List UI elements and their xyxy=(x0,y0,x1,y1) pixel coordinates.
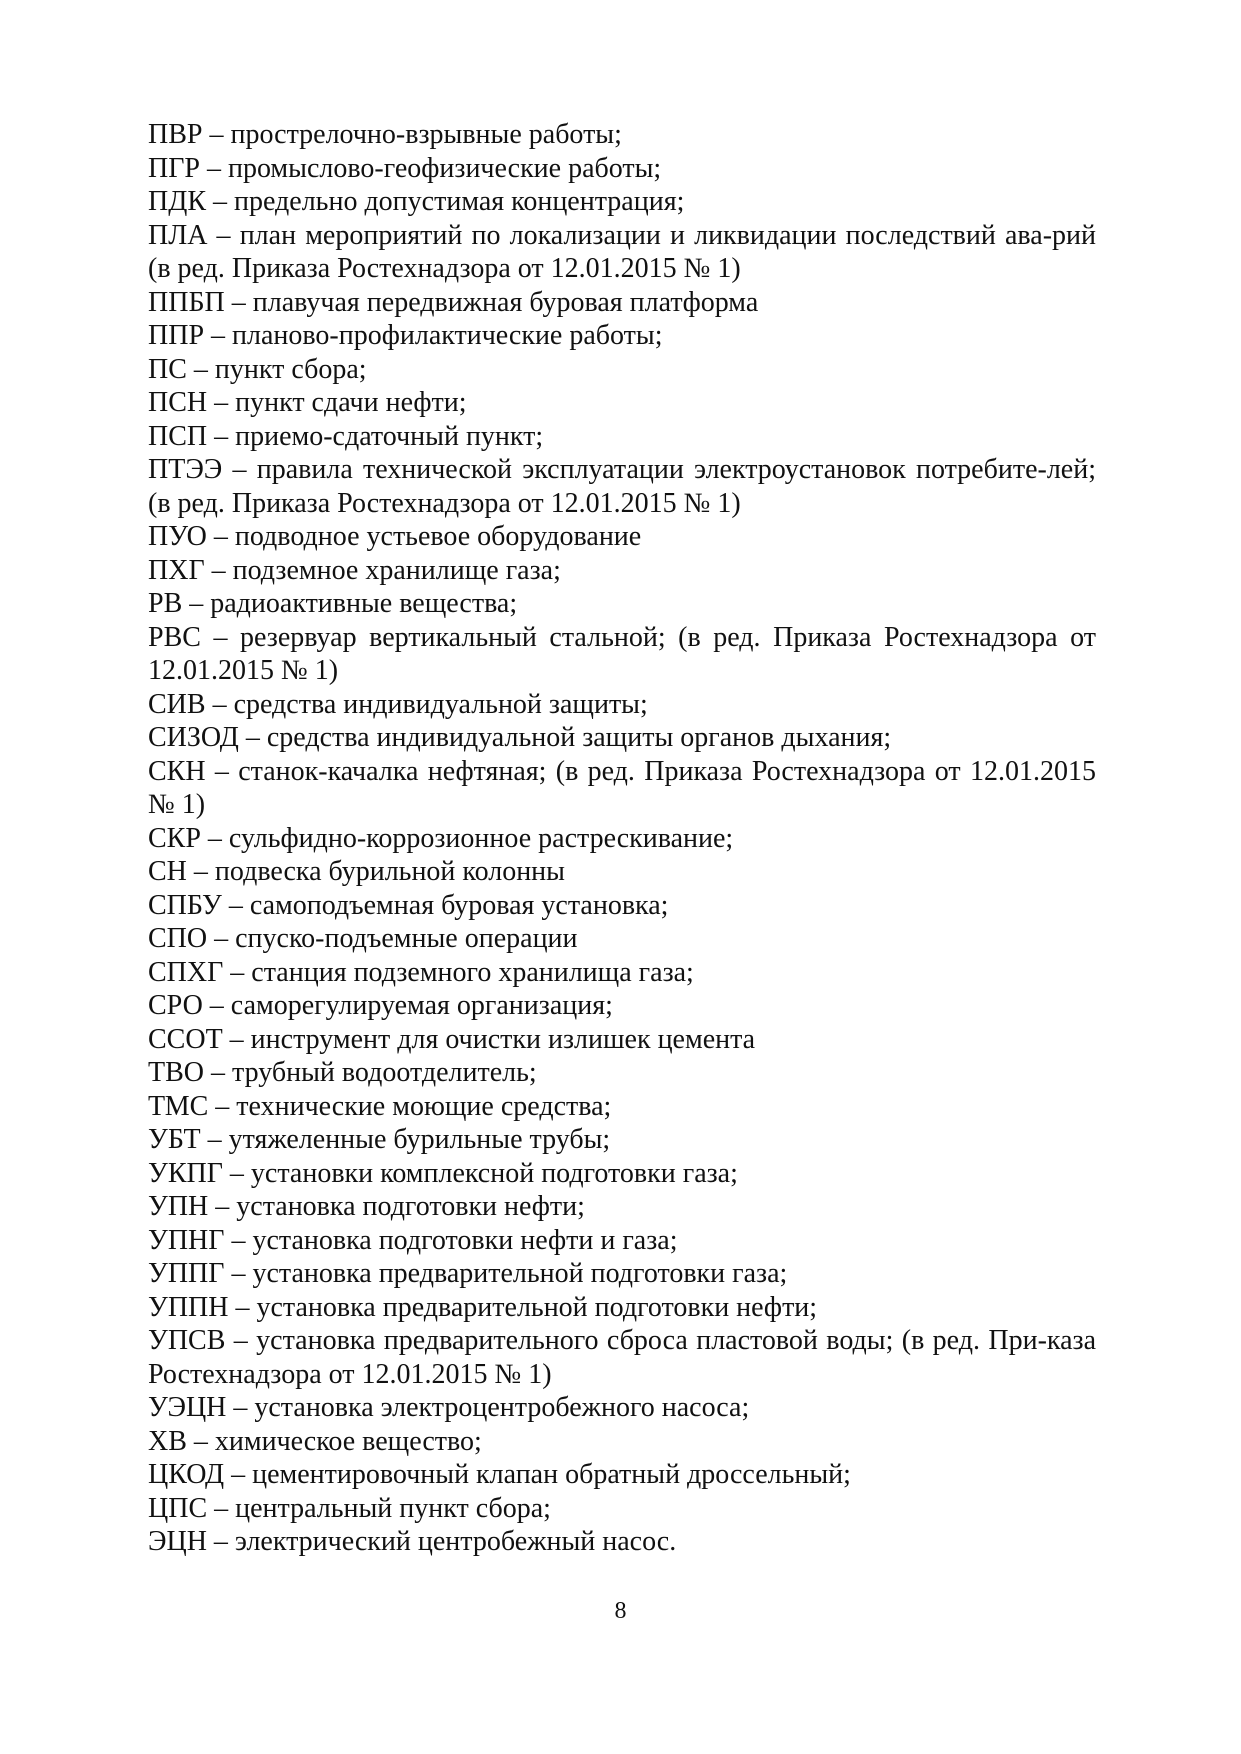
abbreviation-entry: ППР – планово-профилактические работы; xyxy=(148,320,663,351)
abbreviation-entry: ПСП – приемо-сдаточный пункт; xyxy=(148,420,544,452)
abbreviation-entry: ХВ – химическое вещество; xyxy=(148,1425,482,1457)
abbreviation-entry: ЦПС – центральный пункт сбора; xyxy=(148,1492,551,1524)
abbreviation-entry: ТВО – трубный водоотделитель; xyxy=(148,1057,537,1088)
abbreviation-entry: УБТ – утяжеленные бурильные трубы; xyxy=(148,1124,611,1155)
abbreviation-entry: УПНГ – установка подготовки нефти и газа; xyxy=(148,1224,678,1256)
abbreviation-entry: ТМС – технические моющие средства; xyxy=(148,1090,612,1122)
abbreviation-entry: СКР – сульфидно-коррозионное растрескивание; xyxy=(148,822,734,854)
abbreviation-entry: ПЛА – план мероприятий по локализации и ликвидации последствий ава-рий (в ред. Приказа Ростехнадзора от 12.01.2015 № 1) xyxy=(148,219,1096,284)
abbreviation-list xyxy=(148,118,1096,1559)
abbreviation-entry: ПС – пункт сбора; xyxy=(148,353,367,385)
abbreviation-entry: ПДК – предельно допустимая концентрация; xyxy=(148,186,685,217)
abbreviation-entry: ПГР – промыслово-геофизические работы; xyxy=(148,152,662,184)
abbreviation-entry: СИЗОД – средства индивидуальной защиты органов дыхания; xyxy=(148,722,892,753)
abbreviation-entry: СПБУ – самоподъемная буровая установка; xyxy=(148,889,669,921)
page-number: 8 xyxy=(614,1598,627,1624)
abbreviation-entry: СРО – саморегулируемая организация; xyxy=(148,990,613,1021)
abbreviation-entry: УППН – установка предварительной подготовки нефти; xyxy=(148,1291,818,1323)
abbreviation-entry: УПН – установка подготовки нефти; xyxy=(148,1191,585,1222)
abbreviation-entry: ПВР – прострелочно-взрывные работы; xyxy=(148,119,622,150)
abbreviation-entry: СКН – станок-качалка нефтяная; (в ред. Приказа Ростехнадзора от 12.01.2015 № 1) xyxy=(148,755,1096,820)
abbreviation-entry: УКПГ – установки комплексной подготовки газа; xyxy=(148,1157,738,1189)
abbreviation-entry: РВС – резервуар вертикальный стальной; (в ред. Приказа Ростехнадзора от 12.01.2015 № 1) xyxy=(148,621,1096,686)
abbreviation-entry: ПТЭЭ – правила технической эксплуатации электроустановок потребите-лей; (в ред. Приказа Ростехнадзора от 12.01.2015 № 1) xyxy=(148,454,1096,519)
abbreviation-entry: СН – подвеска бурильной колонны xyxy=(148,856,565,887)
abbreviation-entry: ПУО – подводное устьевое оборудование xyxy=(148,521,642,552)
abbreviation-entry: ССОТ – инструмент для очистки излишек цемента xyxy=(148,1023,756,1055)
abbreviation-entry: УЭЦН – установка электроцентробежного насоса; xyxy=(148,1392,750,1423)
abbreviation-entry: СПО – спуско-подъемные операции xyxy=(148,923,578,954)
abbreviation-entry: ЭЦН – электрический центробежный насос. xyxy=(148,1526,677,1557)
abbreviation-entry: СПХГ – станция подземного хранилища газа; xyxy=(148,956,694,988)
abbreviation-entry: ЦКОД – цементировочный клапан обратный дроссельный; xyxy=(148,1459,851,1490)
abbreviation-entry: УППГ – установка предварительной подготовки газа; xyxy=(148,1258,788,1289)
abbreviation-entry: СИВ – средства индивидуальной защиты; xyxy=(148,688,648,720)
abbreviation-entry: РВ – радиоактивные вещества; xyxy=(148,588,518,619)
abbreviation-entry: УПСВ – установка предварительного сброса пластовой воды; (в ред. При-каза Ростехнадзора от 12.01.2015 № 1) xyxy=(148,1325,1096,1390)
abbreviation-entry: ПСН – пункт сдачи нефти; xyxy=(148,387,467,418)
abbreviation-entry: ПХГ – подземное хранилище газа; xyxy=(148,554,561,586)
abbreviation-entry: ППБП – плавучая передвижная буровая платформа xyxy=(148,286,759,318)
